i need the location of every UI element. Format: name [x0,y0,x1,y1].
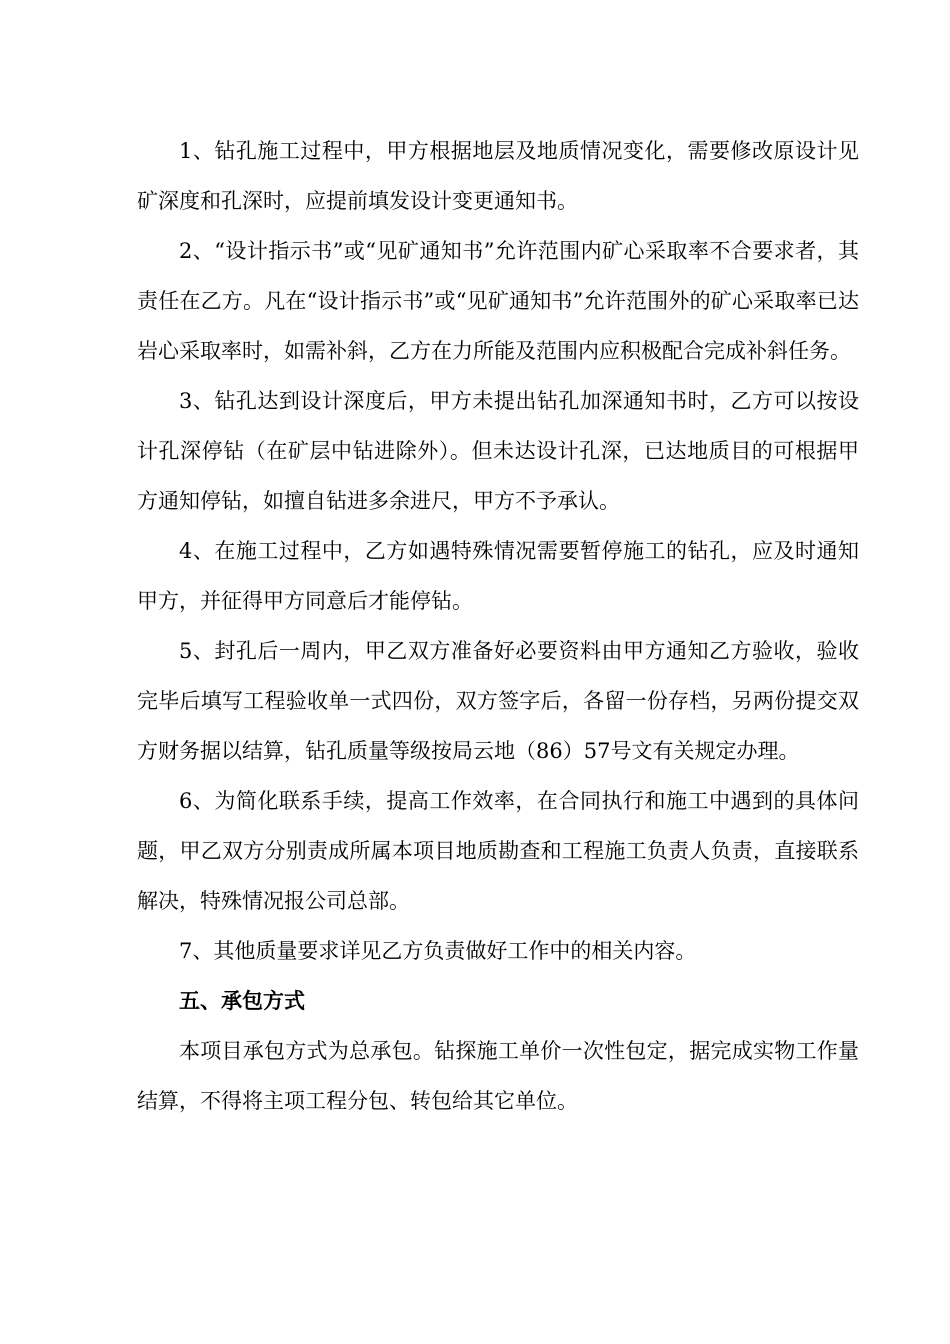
clause-7: 7、其他质量要求详见乙方负责做好工作中的相关内容。 [179,939,697,963]
clause-4: 4、在施工过程中，乙方如遇特殊情况需要暂停施工的钻孔，应及时通知甲方，并征得甲方同意后才能停钻。 [137,539,859,613]
section-body: 本项目承包方式为总承包。钻探施工单价一次性包定，据完成实物工作量结算，不得将主项工程分包、转包给其它单位。 [137,1039,859,1113]
clause-1: 1、钻孔施工过程中，甲方根据地层及地质情况变化，需要修改原设计见矿深度和孔深时，应提前填发设计变更通知书。 [137,139,859,213]
clause-3: 3、钻孔达到设计深度后，甲方未提出钻孔加深通知书时，乙方可以按设计孔深停钻（在矿层中钻进除外）。但未达设计孔深，已达地质目的可根据甲方通知停钻，如擅自钻进多余进尺，甲方不予承认。 [137,389,859,513]
section-heading: 五、承包方式 [179,988,305,1013]
clause-2: 2、“设计指示书”或“见矿通知书”允许范围内矿心采取率不合要求者，其责任在乙方。凡在“设计指示书”或“见矿通知书”允许范围外的矿心采取率已达岩心采取率时，如需补斜，乙方在力所能及范围内应积极配合完成补斜任务。 [137,239,859,363]
document-page [137,126,859,1126]
clause-5: 5、封孔后一周内，甲乙双方准备好必要资料由甲方通知乙方验收，验收完毕后填写工程验收单一式四份，双方签字后，各留一份存档，另两份提交双方财务据以结算，钻孔质量等级按局云地（86）57号文有关规定办理。 [137,639,859,763]
clause-6: 6、为简化联系手续，提高工作效率，在合同执行和施工中遇到的具体问题，甲乙双方分别责成所属本项目地质勘查和工程施工负责人负责，直接联系解决，特殊情况报公司总部。 [137,789,859,913]
